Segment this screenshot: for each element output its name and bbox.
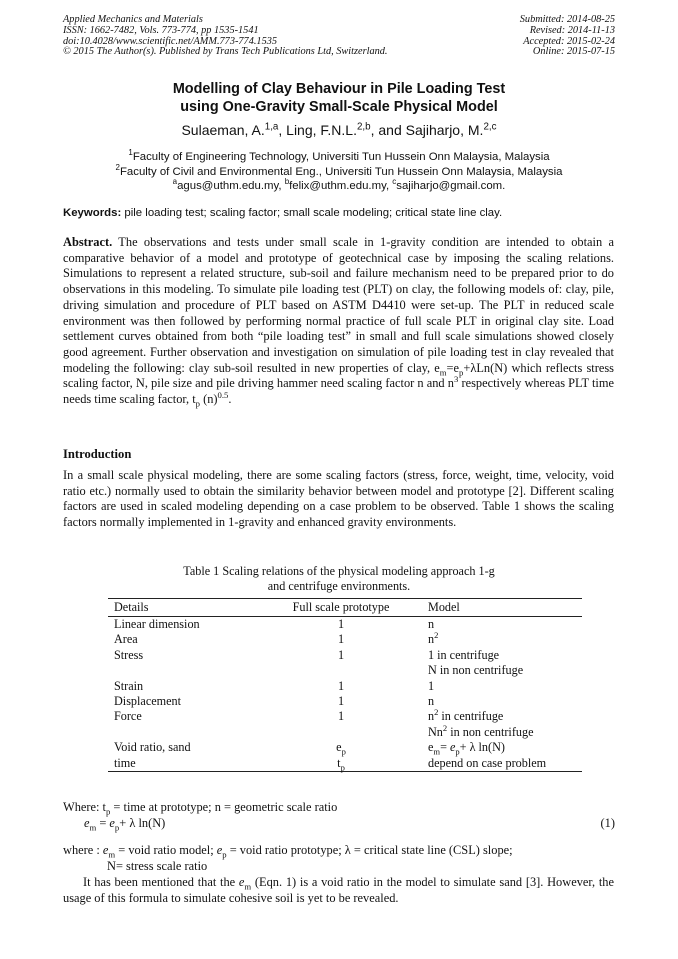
cell-model <box>422 740 582 755</box>
defs-s2: p <box>222 849 227 860</box>
cell-prototype: 1 <box>337 694 345 709</box>
submission-dates <box>520 15 615 58</box>
affiliation-2-mark: 2 <box>115 162 120 172</box>
cell-details: Void ratio, sand <box>114 740 191 755</box>
email-b: felix@uthm.edu.my, <box>289 180 393 193</box>
author-emails <box>0 179 678 194</box>
abstract-eq-mid: =e <box>446 360 460 375</box>
date-online: Online: 2015-07-15 <box>532 46 615 58</box>
final-paragraph <box>63 875 614 906</box>
cell-prototype-sub: p <box>341 746 346 757</box>
table-caption <box>0 564 678 594</box>
journal-copyright: © 2015 The Author(s). Published by Trans Tech Publications Ltd, Switzerland. <box>63 46 388 58</box>
cell-details: Strain <box>114 678 144 693</box>
affiliation-2 <box>0 162 678 180</box>
cell-details: time <box>108 756 260 772</box>
author-3-mark: 2,c <box>483 121 497 133</box>
author-3: , and Sajiharjo, M. <box>370 122 484 138</box>
cell-prototype-base: e <box>336 740 342 755</box>
author-2-mark: 2,b <box>356 121 371 133</box>
email-b-mark: b <box>284 177 290 187</box>
introduction-heading: Introduction <box>63 447 132 461</box>
defs-t3: = void ratio prototype; λ = critical state line (CSL) slope; <box>226 843 513 857</box>
author-list <box>0 122 678 138</box>
table-row <box>108 663 582 678</box>
abstract-sub-m: m <box>439 367 447 378</box>
table-row <box>108 679 582 694</box>
table-caption-line-2: and centrifuge environments. <box>267 579 411 593</box>
scaling-table <box>108 598 582 772</box>
author-2: , Ling, F.N.L. <box>278 122 357 138</box>
cell-details: Linear dimension <box>114 617 200 631</box>
final-t1: It has been mentioned that the <box>83 875 239 889</box>
cell-prototype: 1 <box>337 617 345 631</box>
cell-prototype: 1 <box>337 678 345 693</box>
defs-label: where : <box>63 843 103 857</box>
cell-prototype <box>260 663 422 678</box>
cell-details: Area <box>114 632 138 647</box>
abstract-sup-05: 0.5 <box>217 389 229 400</box>
affiliation-1-text: Faculty of Engineering Technology, Universiti Tun Hussein Onn Malaysia, Malaysia <box>132 151 550 163</box>
cell-model: n <box>428 617 435 631</box>
author-1-mark: 1,a <box>264 121 279 133</box>
where-text: Where: t <box>63 800 106 814</box>
equation-1 <box>84 816 165 832</box>
cell-prototype <box>260 756 422 772</box>
cell-details <box>108 725 260 740</box>
affiliation-2-text: Faculty of Civil and Environmental Eng., Universiti Tun Hussein Onn Malaysia, Malaysia <box>119 165 563 178</box>
table-row <box>108 756 582 772</box>
defs-e1: e <box>102 843 109 857</box>
table-row <box>108 694 582 709</box>
where-sub: p <box>106 806 111 817</box>
cell-prototype <box>260 740 422 755</box>
cell-details: Stress <box>114 647 144 662</box>
abstract-sub-p: p <box>459 367 464 378</box>
eq-mid: = <box>96 816 110 830</box>
date-submitted: Submitted: 2014-08-25 <box>519 14 615 25</box>
abstract-text-1: The observations and tests under small scale in 1-gravity condition are intended to obtain a comparative behavior of a model and prototype of geotechnical case by imposing the scaling relations. Simulations to represent a related structure, sub-soil and failure mechanism need to be prepared prior to do observations in this modeling. To simulate pile loading test (PLT) on clay, the following models of: clay, pile, driving simulation and procedure of PLT based on ASTM D4410 were set-up. The PLT in reduced scale environment was then followed by performing normal practice of full scale PLT in original clay site. Load settlement curves obtained from both “pile loading test” in small and full scale simulations showed closely good agreement. Further observation and investigation on simulation of pile loading test in clay revealed that modeling the following: clay sub-soil resulted in new properties of clay, e <box>63 235 614 375</box>
cell-prototype-base: t <box>337 755 341 770</box>
author-1: Sulaeman, A. <box>181 122 265 138</box>
cell-prototype-sub: p <box>340 762 345 773</box>
cell-model <box>422 722 582 740</box>
email-c: sajiharjo@gmail.com. <box>396 180 506 193</box>
defs-e2: e <box>216 843 223 857</box>
abstract-text-5: . <box>228 392 232 407</box>
cell-model-tail: in non centrifuge <box>447 724 534 739</box>
final-e: e <box>238 875 245 889</box>
cell-model-italic-sub: p <box>455 746 460 757</box>
affiliation-1 <box>0 150 678 165</box>
abstract-text-3: respectively whereas PLT time needs time scaling factor, t <box>63 376 614 407</box>
cell-prototype: 1 <box>337 647 345 662</box>
keywords <box>63 207 623 219</box>
where-prototype-line <box>63 800 337 816</box>
eq-sub-m: m <box>89 822 97 833</box>
journal-name: Applied Mechanics and Materials <box>63 14 203 25</box>
table-row <box>108 632 582 647</box>
where-stress-ratio: N= stress scale ratio <box>107 859 208 873</box>
cell-model: 1 in centrifuge <box>428 647 500 662</box>
cell-model-italic: e <box>449 740 456 755</box>
eq-e2: e <box>109 816 115 830</box>
cell-model-base: n <box>428 709 435 724</box>
cell-model: n <box>428 694 435 709</box>
cell-model: N in non centrifuge <box>428 663 524 678</box>
date-accepted: Accepted: 2015-02-24 <box>523 35 615 47</box>
cell-details: Force <box>114 709 142 724</box>
abstract-sup-3: 3 <box>453 374 459 385</box>
email-a: agus@uthm.edu.my, <box>177 180 285 193</box>
journal-info <box>63 15 387 58</box>
final-s: m <box>244 881 252 892</box>
abstract-label: Abstract. <box>63 235 113 249</box>
table-row <box>108 740 582 755</box>
journal-doi: doi:10.4028/www.scientific.net/AMM.773-774.1535 <box>63 35 278 47</box>
title-line-1: Modelling of Clay Behaviour in Pile Loading Test <box>172 81 506 97</box>
table-header-row <box>108 599 582 617</box>
cell-model-tail: in centrifuge <box>438 709 504 724</box>
cell-model-tail: = <box>440 740 450 755</box>
email-a-mark: a <box>172 177 178 187</box>
affiliation-1-mark: 1 <box>128 148 133 158</box>
paper-title <box>0 80 678 116</box>
keywords-text: pile loading test; scaling factor; small scale modeling; critical state line clay. <box>121 207 503 219</box>
cell-model-sup: 2 <box>442 722 448 733</box>
cell-model-sup: 2 <box>434 707 439 718</box>
table-row <box>108 648 582 663</box>
defs-t2: = void ratio model; <box>115 843 217 857</box>
cell-model: depend on case problem <box>422 756 582 772</box>
cell-details: Displacement <box>114 694 182 709</box>
cell-model <box>422 632 582 647</box>
table-row <box>108 709 582 724</box>
date-revised: Revised: 2014-11-13 <box>529 24 615 36</box>
table-row <box>108 725 582 740</box>
cell-details <box>108 663 260 678</box>
email-c-mark: c <box>392 177 397 187</box>
cell-model-sup: 2 <box>434 630 439 641</box>
cell-model-base: Nn <box>428 724 443 739</box>
title-line-2: using One-Gravity Small-Scale Physical Model <box>180 99 498 115</box>
header-prototype: Full scale prototype <box>260 599 422 617</box>
abstract-text-2: +λLn(N) which reflects stress scaling factor, N, pile size and pile driving hammer need scaling factor n and n <box>63 360 614 391</box>
eq-sub-p: p <box>114 822 120 833</box>
table-caption-line-1: Table 1 Scaling relations of the physical modeling approach 1-g <box>183 564 495 578</box>
introduction-paragraph: In a small scale physical modeling, there are some scaling factors (stress, force, weight, time, velocity, void ratio etc.) normally used to obtain the similarity behavior between model and prototype [2]. Different scaling factors are used in scaled modeling depending on a case problem to be observed. Table 1 shows the scaling factors normally implemented in 1-gravity and enhanced gravity environments. <box>63 468 614 530</box>
where-definitions <box>63 843 513 859</box>
eq-rest: + λ ln(N) <box>119 816 166 830</box>
equation-number: (1) <box>600 816 615 830</box>
abstract-text-4: (n) <box>199 392 218 407</box>
keywords-label: Keywords: <box>63 207 122 219</box>
where-rest: = time at prototype; n = geometric scale ratio <box>110 800 338 814</box>
eq-e: e <box>84 816 90 830</box>
abstract-sub-p2: p <box>195 398 200 409</box>
cell-model: 1 <box>428 678 435 693</box>
journal-issn: ISSN: 1662-7482, Vols. 773-774, pp 1535-1541 <box>63 24 259 36</box>
header-model: Model <box>422 599 582 617</box>
cell-model-base: n <box>428 632 435 647</box>
affiliations <box>0 150 678 194</box>
cell-prototype <box>260 725 422 740</box>
cell-prototype: 1 <box>337 632 345 647</box>
header-details: Details <box>108 599 260 617</box>
cell-model-base: e <box>428 740 434 755</box>
final-t2: (Eqn. 1) is a void ratio in the model to simulate sand [3]. However, the usage of this formula to simulate cohesive soil is yet to be revealed. <box>63 875 614 905</box>
abstract <box>63 235 614 408</box>
cell-model-sub: m <box>433 746 441 757</box>
cell-prototype: 1 <box>337 709 345 724</box>
cell-model-end: + λ ln(N) <box>459 740 505 755</box>
table-row <box>108 617 582 633</box>
defs-s1: m <box>108 849 116 860</box>
